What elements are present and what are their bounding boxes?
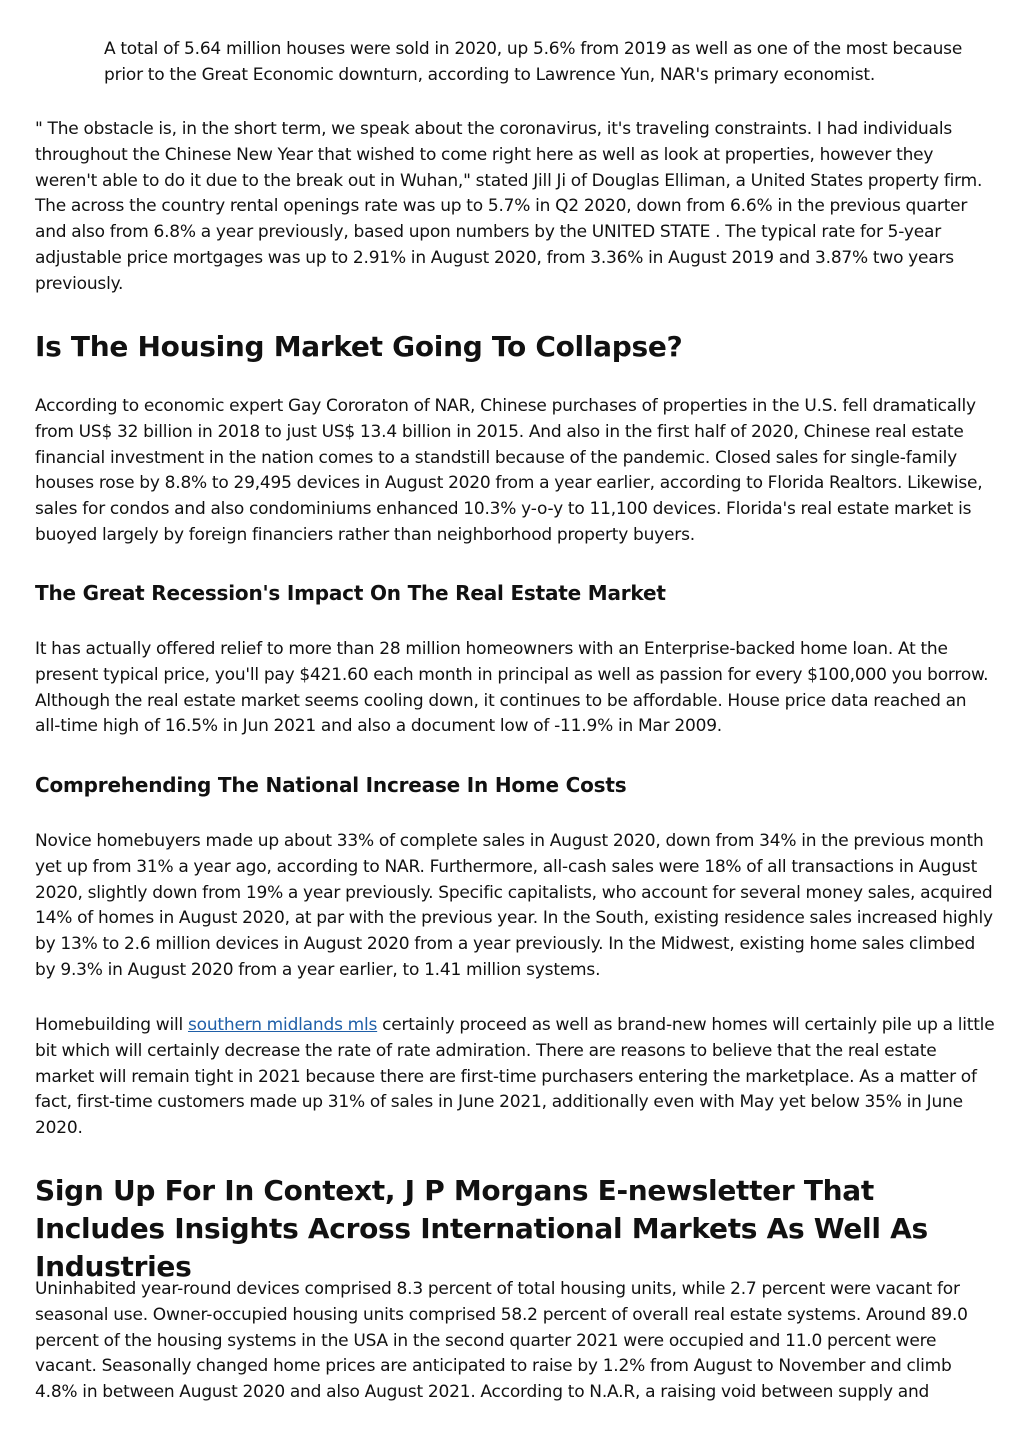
- homebuilding-text-end: certainly proceed as well as brand-new homes will certainly pile up a little bit which will certainly decrease the rate of rate admiration. There are reasons to believe that the real estate market will remain tight in 2021 because there are first-time purchasers entering the marketplace. As a matter of fact, first-time customers made up 31% of sales in June 2021, additionally even with May yet below 35% in June 2020.: [35, 1015, 995, 1139]
- heading-signup-newsletter: Sign Up For In Context, J P Morgans E-newsletter That Includes Insights Across International Markets As Well As Industries: [35, 1174, 928, 1283]
- heading-national-increase: Comprehending The National Increase In Home Costs: [35, 773, 627, 797]
- heading-housing-collapse: Is The Housing Market Going To Collapse?: [35, 330, 683, 363]
- homebuilding-text-start: Homebuilding will: [35, 1015, 188, 1035]
- paragraph-uninhabited-units: Uninhabited year-round devices comprised 8.3 percent of total housing units, while 2.7 percent were vacant for seasonal use. Owner-occupied housing units comprised 58.2 percent of overall real estate systems. Around 89.0 percent of the housing systems in the USA in the second quarter 2021 were occupied and 11.0 percent were vacant. Seasonally changed home prices are anticipated to raise by 1.2% from August to November and climb 4.8% in between August 2020 and also August 2021. According to N.A.R, a raising void between supply and: [35, 1279, 968, 1403]
- paragraph-relief: It has actually offered relief to more than 28 million homeowners with an Enterprise-backed home loan. At the present typical price, you'll pay $421.60 each month in principal as well as passion for every $100,000 you borrow. Although the real estate market seems cooling down, it continues to be affordable. House price data reached an all-time high of 16.5% in Jun 2021 and also a document low of -11.9% in Mar 2009.: [35, 639, 989, 737]
- paragraph-novice-homebuyers: Novice homebuyers made up about 33% of complete sales in August 2020, down from 34% in the previous month yet up from 31% a year ago, according to NAR. Furthermore, all-cash sales were 18% of all transactions in August 2020, slightly down from 19% a year previously. Specific capitalists, who account for several money sales, acquired 14% of homes in August 2020, at par with the previous year. In the South, existing residence sales increased highly by 13% to 2.6 million devices in August 2020 from a year previously. In the Midwest, existing home sales climbed by 9.3% in August 2020 from a year earlier, to 1.41 million systems.: [35, 831, 993, 980]
- paragraph-cororaton: According to economic expert Gay Cororaton of NAR, Chinese purchases of properties in the U.S. fell dramatically from US$ 32 billion in 2018 to just US$ 13.4 billion in 2015. And also in the first half of 2020, Chinese real estate financial investment in the nation comes to a standstill because of the pandemic. Closed sales for single-family houses rose by 8.8% to 29,495 devices in August 2020 from a year earlier, according to Florida Realtors. Likewise, sales for condos and also condominiums enhanced 10.3% y-o-y to 11,100 devices. Florida's real estate market is buoyed largely by foreign financiers rather than neighborhood property buyers.: [35, 396, 983, 545]
- paragraph-homebuilding: [35, 1013, 995, 1142]
- heading-great-recession: The Great Recession's Impact On The Real Estate Market: [35, 581, 666, 605]
- paragraph-obstacle-quote: " The obstacle is, in the short term, we speak about the coronavirus, it's traveling constraints. I had individuals throughout the Chinese New Year that wished to come right here as well as look at properties, however they weren't able to do it due to the break out in Wuhan," stated Jill Ji of Douglas Elliman, a United States property firm. The across the country rental openings rate was up to 5.7% in Q2 2020, down from 6.6% in the previous quarter and also from 6.8% a year previously, based upon numbers by the UNITED STATE . The typical rate for 5-year adjustable price mortgages was up to 2.91% in August 2020, from 3.36% in August 2019 and 3.87% two years previously.: [35, 119, 983, 294]
- southern-midlands-mls-link[interactable]: southern midlands mls: [187, 1015, 378, 1035]
- paragraph-intro: A total of 5.64 million houses were sold in 2020, up 5.6% from 2019 as well as one of the most because prior to the Great Economic downturn, according to Lawrence Yun, NAR's primary economist.: [104, 39, 963, 85]
